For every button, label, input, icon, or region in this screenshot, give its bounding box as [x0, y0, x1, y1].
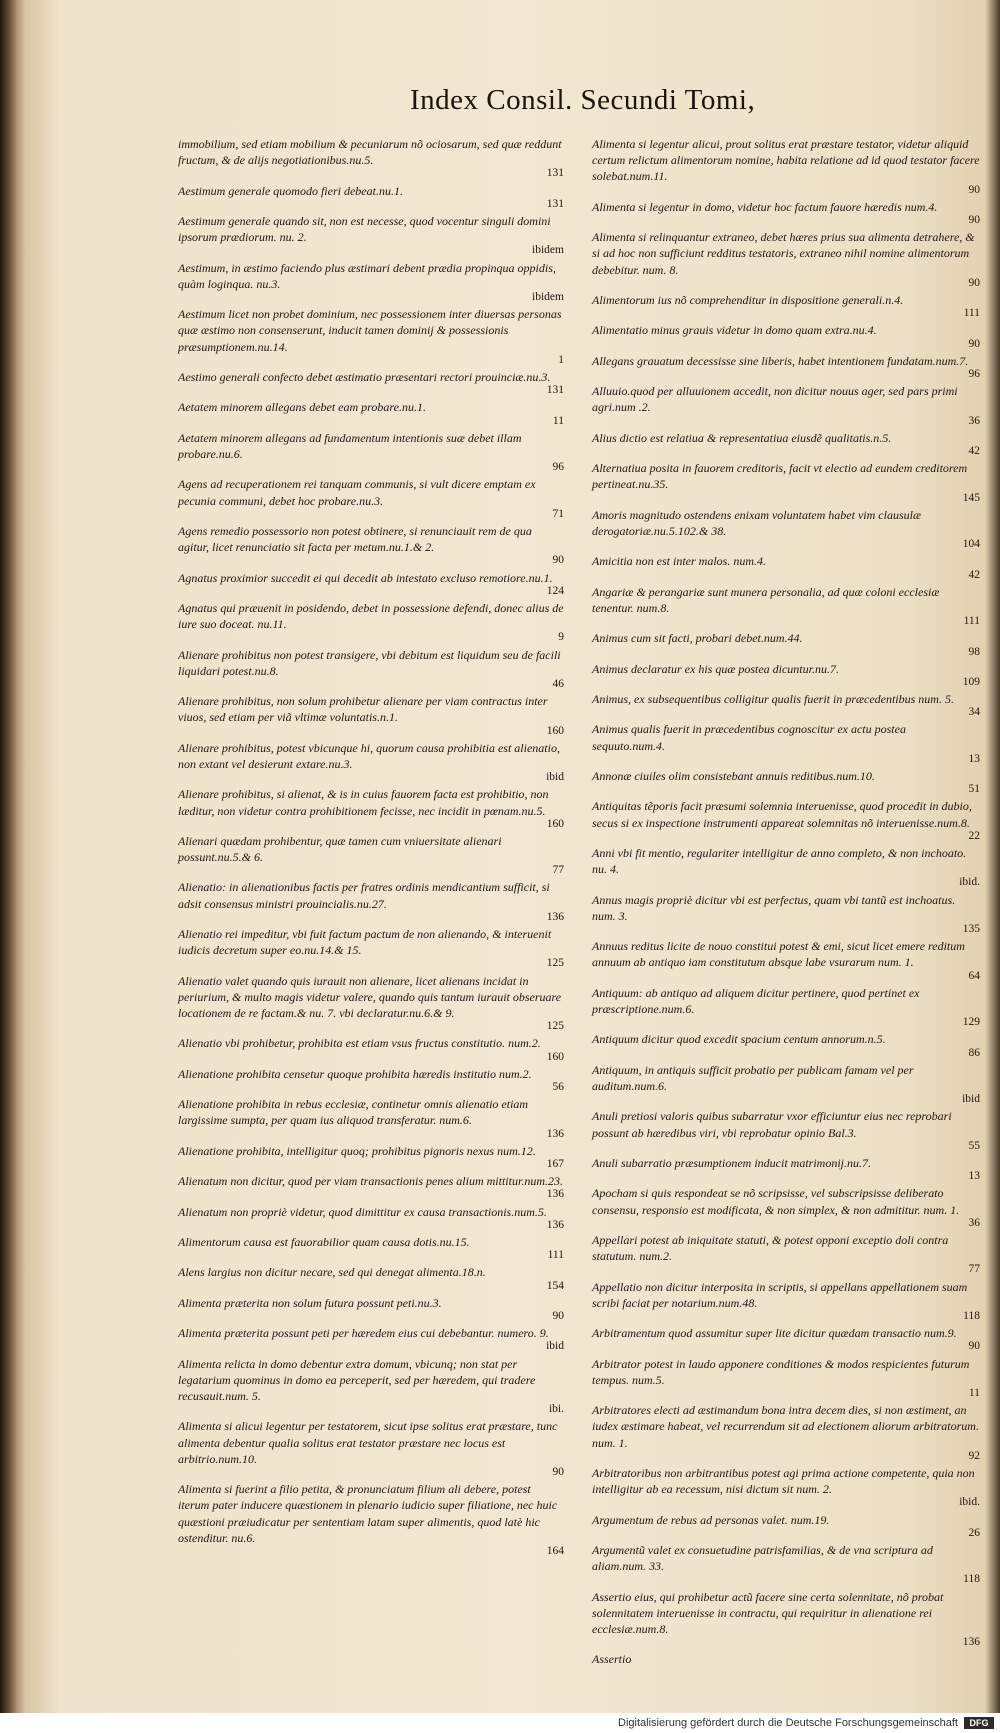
index-entry-page: 160 [546, 817, 564, 830]
index-entry-text: Arbitratores electi ad æstimandum bona intra decem dies, si non æstiment, an iudex æstimare habeat, vel recurrendum sit ad electionem aliorum arbitratorum. num. 1. [592, 1403, 979, 1450]
index-entry-text: Assertio [592, 1652, 632, 1667]
index-entry [592, 1589, 980, 1650]
index-entry [178, 1173, 564, 1201]
index-entry-page: 90 [552, 1465, 564, 1478]
index-entry-text: Alimenta si fuerint a filio petita, & pronunciatum filium ali debere, potest iterum pater inducere quæstionem in plenario iudicio super filiatione, nec huic quæstioni præiudicatur per sententiam latam super alimentis, quod latè hic ostenditur. nu.6. [178, 1482, 558, 1545]
index-entry-page: 1 [558, 353, 564, 366]
index-entry-page: 136 [546, 910, 564, 923]
index-entry-page: 124 [546, 584, 564, 597]
index-entry-text: Alienatio: in alienationibus factis per fratres ordinis mendicantium sufficit, si adsit consensus ministri prouincialis.nu.27. [178, 880, 550, 911]
index-entry-page: 129 [962, 1016, 980, 1029]
index-entry-page: 11 [552, 414, 564, 427]
index-entry-text: Alimenta præterita non solum futura possunt peti.nu.3. [178, 1295, 442, 1310]
index-entry-page: 90 [968, 214, 980, 226]
index-entry [592, 1465, 980, 1509]
index-entry-text: Animus cum sit facti, probari debet.num.44. [592, 631, 803, 646]
index-entry [178, 1325, 564, 1353]
index-entry [178, 430, 564, 474]
index-entry [592, 1108, 980, 1152]
index-entry-page: 71 [552, 507, 564, 520]
index-entry-page: 118 [963, 1573, 980, 1586]
index-entry-page: 34 [968, 706, 980, 719]
running-head: Index Consil. Secundi Tomi, [410, 84, 756, 116]
index-entry-text: Alienare prohibitus non potest transigere, vbi debitum est liquidum seu de facili liquidari potest.nu.8. [178, 647, 561, 678]
index-entry-text: Argumentũ valet ex consuetudine patrisfamilias, & de vna scriptura ad aliam.num. 33. [592, 1542, 933, 1574]
index-entry [592, 1402, 980, 1463]
index-entry-page: 90 [968, 183, 980, 196]
index-entry-text: Alternatiua posita in fauorem creditoris, facit vt electio ad eundem creditorem pertineat.nu.35. [592, 461, 968, 492]
index-entry [178, 833, 564, 877]
index-entry [178, 1481, 564, 1558]
index-entry-page: 9 [558, 631, 564, 644]
index-entry-page: 109 [962, 675, 980, 688]
index-entry-page: 90 [968, 1340, 980, 1353]
index-entry [178, 693, 564, 737]
index-entry-text: Annus magis propriè dicitur vbi est perfectus, quam vbi tantũ est inchoatus. num. 3. [592, 892, 956, 923]
index-entry-text: Agnatus qui præuenit in posidendo, debet in possessione defendi, donec alius de iure suo doceat. nu.11. [178, 600, 564, 632]
index-entry [178, 1066, 564, 1094]
index-entry-page: 154 [546, 1279, 564, 1292]
index-entry-page: 164 [546, 1544, 564, 1557]
index-entry-page: 136 [546, 1127, 564, 1140]
index-entry-text: Agens remedio possessorio non potest obtinere, si renunciauit rem de qua agitur, licet renunciatio sit facta per metum.nu.1.& 2. [178, 523, 532, 555]
index-entry-page: 22 [968, 829, 980, 842]
index-entry [592, 136, 980, 197]
index-entry-page: 51 [968, 783, 980, 796]
index-entry-page: 36 [968, 414, 980, 427]
index-entry [592, 892, 980, 936]
index-entry-page: ibid [546, 771, 564, 784]
index-entry-page: 131 [546, 384, 564, 397]
index-entry [178, 213, 564, 257]
index-entry [592, 721, 980, 765]
index-entry [178, 1264, 564, 1292]
index-entry-page: 55 [968, 1139, 980, 1152]
index-entry-text: Annuus reditus licite de nouo constitui potest & emi, sicut licet emere reditum annuum ab antiquo iam constitutum absque labe vsurarum num. 1. [592, 939, 965, 970]
index-entry [178, 1295, 564, 1323]
index-entry-page: 118 [963, 1310, 980, 1322]
index-entry-text: Apocham si quis respondeat se nõ scripsisse, vel subscripsisse deliberato consensu, responsio est modificata, & non simplex, & non admititur. num. 1. [592, 1186, 960, 1217]
index-entry [592, 292, 980, 320]
index-entry-text: Aestimo generali confecto debet æstimatio præsentari rectori prouinciæ.nu.3. [178, 369, 551, 384]
index-entry [592, 691, 980, 719]
index-entry [178, 523, 564, 567]
index-entry-text: Anni vbi fit mentio, regulariter intelligitur de anno completo, & non inchoato. nu. 4. [592, 846, 967, 877]
index-entry-page: 86 [968, 1046, 980, 1059]
index-entry [592, 1279, 980, 1323]
index-entry-text: Appellatio non dicitur interposita in scriptis, si appellans appellationem suam scribi faciat per notarium.num.48. [592, 1279, 968, 1310]
index-entry-text: Alienatum non propriè videtur, quod dimittitur ex causa transactionis.num.5. [178, 1204, 547, 1219]
index-entry-page: 42 [968, 568, 980, 581]
index-entry-page: 90 [552, 1310, 564, 1322]
index-entry-text: Assertio eius, qui prohibetur actũ facere sine certa solennitate, nõ probat solennitatem interuenisse in contractu, qui requiritur in alienatione rei ecclesiæ.num.8. [592, 1589, 944, 1636]
index-entry-page: 145 [962, 491, 980, 504]
index-entry [178, 183, 564, 211]
index-entry [592, 768, 980, 796]
index-entry-page: 98 [968, 645, 980, 658]
index-entry-text: Antiquum, in antiquis sufficit probatio per publicam famam vel per auditum.num.6. [592, 1062, 914, 1094]
index-entry-text: immobilium, sed etiam mobilium & pecuniarum nõ ociosarum, sed quæ reddunt fructum, & de alijs negotiationibus.nu.5. [178, 137, 562, 168]
index-entry-page: 96 [968, 367, 980, 380]
index-entry-page: 131 [546, 197, 564, 210]
index-entry [178, 1204, 564, 1232]
index-entry [592, 798, 980, 842]
index-entry [592, 353, 980, 381]
index-entry [592, 1512, 980, 1540]
index-entry-page: 42 [968, 444, 980, 457]
index-entry [178, 926, 564, 970]
index-entry [592, 985, 980, 1029]
index-entry-page: 104 [962, 538, 980, 551]
index-entry [178, 369, 564, 397]
index-entry-text: Antiquum dicitur quod excedit spacium centum annorum.n.5. [592, 1032, 886, 1047]
index-entry-text: Animus declaratur ex his quæ postea dicuntur.nu.7. [592, 661, 839, 676]
index-entry [592, 1356, 980, 1400]
index-entry [592, 553, 980, 581]
index-entry [178, 1356, 564, 1417]
index-entry-text: Alluuio.quod per alluuionem accedit, non dicitur nouus ager, sed pars primi agri.num .2. [592, 384, 958, 415]
index-entry [178, 1234, 564, 1262]
index-entry [592, 1155, 980, 1183]
index-entry [178, 973, 564, 1034]
index-entry-text: Arbitratoribus non arbitrantibus potest agi prima actione competente, quia non intelligitur ab ea recessum, nisi dictum sit num. 2. [592, 1465, 975, 1497]
index-entry [592, 584, 980, 628]
index-entry-page: 96 [552, 461, 564, 474]
index-entry-page: 90 [968, 276, 980, 289]
index-entry-text: Aestimum generale quando sit, non est necesse, quod vocentur singuli domini ipsorum prædiorum. nu. 2. [178, 213, 551, 245]
index-column-right [592, 136, 980, 1667]
index-entry [178, 570, 564, 598]
index-entry-text: Alienare prohibitus, non solum prohibetur alienare per viam contractus inter viuos, sed etiam per viã vltimæ voluntatis.n.1. [178, 694, 548, 725]
index-entry-page: 136 [546, 1218, 564, 1231]
index-entry-text: Anuli pretiosi valoris quibus subarratur vxor efficiuntur eius nec reprobari possunt ab hæredibus viri, vbi reprobatur opinio Bal.3. [592, 1109, 952, 1140]
index-entry [178, 306, 564, 367]
index-entry-page: 111 [963, 307, 980, 320]
dfg-logo-icon: DFG [964, 1717, 994, 1729]
index-entry-page: 46 [552, 677, 564, 690]
index-entry-page: 90 [968, 337, 980, 350]
index-entry-text: Antiquitas tẽporis facit præsumi solemnia interuenisse, quod procedit in dubio, secus si ex inspectione instrumenti appareat solemnitas nõ interuenisse.num.8. [592, 799, 972, 830]
index-entry-text: Alienatione prohibita, intelligitur quoq; prohibitus pignoris nexus num.12. [178, 1143, 536, 1158]
index-entry-page: 111 [547, 1249, 564, 1262]
index-entry [178, 786, 564, 830]
index-entry-text: Animus, ex subsequentibus colligitur qualis fuerit in præcedentibus num. 5. [592, 692, 954, 707]
index-entry-page: ibid. [959, 1496, 980, 1509]
index-entry-page: 135 [962, 923, 980, 936]
index-entry-text: Alimentorum ius nõ comprehenditur in dispositione generali.n.4. [592, 292, 904, 307]
index-entry [592, 1542, 980, 1586]
index-entry-page: 13 [968, 752, 980, 765]
index-entry-text: Alimenta si legentur alicui, prout solitus erat præstare testator, videtur aliquid certum relictum alimentorum nomine, habita relatione ad id quod testator facere solebat.num.11. [592, 137, 980, 184]
index-entry-text: Agnatus proximior succedit ei qui decedit ab intestato excluso remotiore.nu.1. [178, 570, 553, 585]
index-entry-page: ibid. [959, 876, 980, 889]
index-entry [178, 600, 564, 644]
index-entry [178, 879, 564, 923]
index-entry-text: Animus qualis fuerit in præcedentibus cognoscitur ex actu postea sequuto.num.4. [592, 722, 906, 753]
index-entry-text: Alimenta relicta in domo debentur extra domum, vbicunq; non stat per legatarium quominus in domo ea perceperit, sed per hæredem, qui tradere recusauit.num. 5. [178, 1356, 536, 1403]
index-entry [592, 199, 980, 227]
index-entry-page: 77 [968, 1263, 980, 1276]
index-entry-page: ibi. [548, 1403, 564, 1416]
index-entry [178, 260, 564, 304]
index-entry-text: Arbitrator potest in laudo apponere conditiones & modos respicientes futurum tempus. num.5. [592, 1356, 970, 1387]
index-entry-text: Alienatione prohibita censetur quoque prohibita hæredis institutio num.2. [178, 1066, 532, 1081]
index-entry [178, 476, 564, 520]
index-entry-text: Alienatione prohibita in rebus ecclesiæ, continetur omnis alienatio etiam largissime sumpta, per quam ius aliquod transferatur. num.6. [178, 1097, 529, 1128]
book-binding [0, 0, 16, 1733]
index-entry-page: 136 [546, 1188, 564, 1201]
index-entry-page: 136 [962, 1636, 980, 1649]
index-entry-page: 125 [546, 1020, 564, 1033]
index-entry-text: Angariæ & perangariæ sunt munera personalia, ad quæ coloni ecclesiæ tenentur. num.8. [592, 584, 940, 615]
index-entry-text: Arbitramentum quod assumitur super lite dicitur quædam transactio num.9. [592, 1326, 957, 1341]
index-entry [592, 845, 980, 889]
index-entry [592, 1062, 980, 1106]
index-entry [592, 383, 980, 427]
index-entry-text: Alimenta præterita possunt peti per hæredem eius cui debebantur. numero. 9. [178, 1326, 549, 1341]
index-entry [178, 399, 564, 427]
index-entry-text: Allegans grauatum decessisse sine liberis, habet intentionem fundatam.num.7. [592, 353, 969, 368]
index-entry-text: Antiquum: ab antiquo ad aliquem dicitur pertinere, quod pertinet ex præscriptione.num.6. [592, 985, 920, 1017]
index-entry [178, 740, 564, 784]
index-entry [592, 1031, 980, 1059]
index-entry [592, 661, 980, 689]
index-entry [592, 430, 980, 458]
index-entry-page: 64 [968, 969, 980, 982]
index-entry-text: Aestimum licet non probet dominium, nec possessionem inter diuersas personas quæ æstimo non consenserunt, inducit tamen dominij & possessionis præsumptionem.nu.14. [178, 307, 562, 354]
index-entry-text: Alimenta si legentur in domo, videtur hoc factum fauore hæredis num.4. [592, 199, 938, 214]
index-entry [178, 136, 564, 180]
index-entry-text: Alimentorum causa est fauorabilior quam causa dotis.nu.15. [178, 1235, 470, 1250]
index-entry-page: 77 [552, 864, 564, 877]
index-entry [178, 1143, 564, 1171]
index-entry [592, 1232, 980, 1276]
index-entry [592, 630, 980, 658]
index-entry [178, 1035, 564, 1063]
index-entry-text: Alienatio rei impeditur, vbi fuit factum pactum de non alienando, & interuenit iudicis decretum super eo.nu.14.& 15. [178, 927, 552, 958]
index-entry [592, 1651, 980, 1667]
index-entry-page: 160 [546, 1050, 564, 1063]
index-entry [592, 507, 980, 551]
index-entry-text: Anuli subarratio præsumptionem inducit matrimonij.nu.7. [592, 1156, 872, 1171]
index-entry-text: Alienatio vbi prohibetur, prohibita est etiam vsus fructus constitutio. num.2. [178, 1036, 541, 1051]
index-column-left [178, 136, 564, 1560]
index-entry-text: Alens largius non dicitur necare, sed qui denegat alimenta.18.n. [178, 1265, 486, 1280]
index-entry-page: ibidem [532, 290, 564, 303]
index-entry-page: 131 [546, 167, 564, 180]
index-entry [592, 938, 980, 982]
index-entry-page: 111 [963, 615, 980, 628]
index-entry-page: 167 [546, 1158, 564, 1171]
index-entry [592, 460, 980, 504]
index-entry-text: Alimenta si relinquantur extraneo, debet hæres prius sua alimenta detrahere, & si ad hoc non sufficiunt redditus testatoris, extraneo nihil nomine alimentorum debebitur. num. 8. [592, 230, 975, 277]
index-entry-text: Annonæ ciuiles olim consistebant annuis reditibus.num.10. [592, 769, 875, 784]
index-entry-text: Aestimum generale quomodo fieri debeat.nu.1. [178, 183, 403, 198]
index-entry-page: 90 [552, 554, 564, 567]
index-entry-page: 56 [552, 1081, 564, 1094]
index-entry-page: 125 [546, 957, 564, 970]
index-entry-text: Alimentatio minus grauis videtur in domo quam extra.nu.4. [592, 323, 877, 338]
index-entry [592, 229, 980, 290]
digitization-footer [0, 1713, 1000, 1733]
index-entry-text: Alienatum non dicitur, quod per viam transactionis penes alium mittitur.num.23. [178, 1174, 563, 1189]
index-entry-text: Aestimum, in æstimo faciendo plus æstimari debent prædia propinqua oppidis, quàm loginqua. nu.3. [178, 260, 556, 291]
index-entry-page: ibidem [532, 244, 564, 257]
index-entry-page: 92 [968, 1449, 980, 1462]
index-entry-text: Alienari quædam prohibentur, quæ tamen cum vniuersitate alienari possunt.nu.5.& 6. [178, 833, 502, 865]
index-entry-text: Alienare prohibitus, potest vbicunque hi, quorum causa prohibitia est alienatio, non extant vel desierunt extare.nu.3. [178, 740, 560, 771]
index-entry-page: 11 [968, 1386, 980, 1399]
index-entry-text: Alienatio valet quando quis iurauit non alienare, licet alienans incidat in periurium, & multo magis videtur valere, quando quis tantum iurauit obseruare locationem de re factam.& nu. 7. vbi declaratur.nu.6.& 9. [178, 973, 562, 1021]
index-entry-text: Alimenta si alicui legentur per testatorem, sicut ipse solitus erat præstare, tunc alimenta debentur qualia solitus erat testator præstare nec locus est arbitrio.num.10. [178, 1419, 558, 1466]
index-entry-text: Aetatem minorem allegans ad fundamentum intentionis suæ debet illam probare.nu.6. [178, 430, 522, 461]
index-entry-page: 36 [968, 1216, 980, 1229]
index-entry-text: Alius dictio est relatiua & representatiua eiusdẽ qualitatis.n.5. [592, 430, 892, 445]
funding-credit: Digitalisierung gefördert durch die Deutsche Forschungsgemeinschaft [618, 1717, 958, 1729]
index-entry-page: 160 [546, 724, 564, 737]
index-entry-text: Aetatem minorem allegans debet eam probare.nu.1. [178, 400, 426, 415]
index-entry-page: ibid [546, 1340, 564, 1353]
index-entry-page: 13 [968, 1170, 980, 1183]
index-entry-text: Alienare prohibitus, si alienat, & is in cuius fauorem facta est prohibitio, non læditur, non videtur contra prohibitionem fecisse, nec incidit in pœnam.nu.5. [178, 787, 549, 818]
index-entry [178, 1096, 564, 1140]
index-entry-text: Agens ad recuperationem rei tanquam communis, si vult dicere emptam ex pecunia communi, debet hoc probare.nu.3. [178, 477, 536, 508]
index-entry [178, 1418, 564, 1479]
index-entry-text: Appellari potest ab iniquitate statuti, & potest opponi exceptio doli contra statutum. num.2. [592, 1233, 949, 1264]
index-entry [592, 1185, 980, 1229]
index-entry-page: 26 [968, 1526, 980, 1539]
index-entry-text: Argumentum de rebus ad personas valet. num.19. [592, 1512, 830, 1527]
index-entry [592, 1325, 980, 1353]
index-entry-text: Amicitia non est inter malos. num.4. [592, 554, 766, 569]
index-entry [592, 322, 980, 350]
index-entry-page: ibid [962, 1093, 980, 1106]
index-entry-text: Amoris magnitudo ostendens enixam voluntatem habet vim clausulæ derogatoriæ.nu.5.102.& 38. [592, 507, 921, 538]
index-entry [178, 647, 564, 691]
